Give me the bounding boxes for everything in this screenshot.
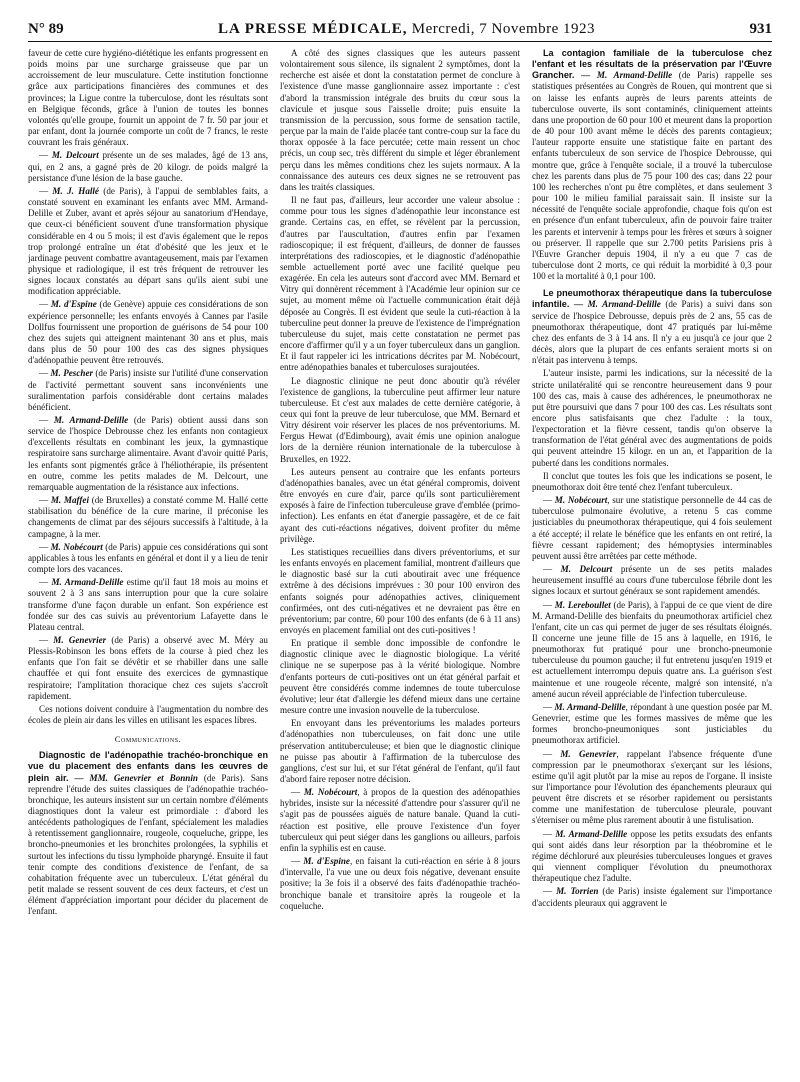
paragraph: — M. Armand-Delille oppose les petits exsudats des enfants qui sont aidés dans leur résorption par la théobromine et le régime déchloruré aux pleurésies tuberculeuses longues et graves qui viennent compliquer l'évolution du pneumothorax thérapeutique chez l'adulte. (532, 828, 772, 884)
speaker-name: M. J. Hallé (52, 185, 99, 196)
article-intro (28, 750, 268, 917)
paragraph-text: , en faisant la cuti-réaction en série à 8 jours d'intervalle, l'a vue une ou deux fois négative, devenant ensuite positive; la 3e fois il a observé des faits d'adénopathie trachéo-bronchique banale et transitoire après la rougeole et la coqueluche. (280, 856, 520, 911)
paragraph-text: (de Paris), à l'appui de semblables faits, a constaté souvent en examinant les enfants avec MM. Armand-Delille et Zuber, avant et après séjour au sanatorium d'Hendaye, que ceux-ci bénéficient souvent d'une transformation physique considérable en 4 ou 5 mois; il est d'avis également que le repos trop prolongé entraîne un état d'obésité que les jeux et le jardinage peuvent combattre avantageusement, mais par l'examen physique et radiologique, il est très fréquent de retrouver les signes locaux constatés au départ sans qu'ils aient subi une modification appréciable. (28, 185, 268, 297)
paragraph: — M. d'Espine (de Genève) appuie ces considérations de son expérience personnelle; les enfants envoyés à Cannes par l'asile Dollfus fournissent une proportion de guérisons de 54 pour 100 chez des sujets qui atteignent maintenant 30 ans et plus, mais dans plus de 50 pour 100 des cas des signes physiques d'adénopathie peuvent être retrouvés. (28, 299, 268, 366)
speaker-name: M. Armand-Delille (53, 415, 129, 425)
paragraph-text: estime qu'il faut 18 mois au moins et souvent 2 à 3 ans sans interruption pour que la cure solaire transforme d'une façon durable un enfant. Son expérience est fondée sur des cas suivis au préventorium Lafayette dans le Plateau central. (28, 577, 268, 632)
speaker-name: M. Delcourt (560, 564, 613, 575)
speaker-name: M. Armand-Delille (555, 828, 628, 839)
speaker-name: M. Torrien (556, 886, 599, 897)
paragraph: faveur de cette cure hygiéno-diététique les enfants progressent en poids moins par une surcharge graisseuse que par un accroissement de leur musculature. Cette institution fonctionne grâce aux participations financières des communes et des provinces; la Ligue contre la tuberculose, dont les résultats sont en Belgique féconds, grâce à l'union de toutes les bonnes volontés qu'elle groupe, fournit un appoint de 7 fr. 50 par jour et par enfant, dont la journée comporte un coût de 7 francs, le reste couvrant les frais généraux. (28, 48, 268, 148)
paragraph-text: présente un de ses petits malades heureusement insufflé au cours d'une tuberculose fébrile dont les signes locaux et surtout généraux se sont rapidement amendés. (532, 564, 772, 597)
speaker-name: M. Maffei (50, 495, 89, 506)
paragraph: — M. Genevrier, rappelant l'absence fréquente d'une compression par le pneumothorax s'exerçant sur les lésions, estime qu'il agit plutôt par la mise au repos de l'organe. Il insiste sur l'importance pour l'évolution des épanchements pleuraux qui peuvent être discrets et se résorber rapidement ou persistants comme une manifestation de tuberculose pleurale, pouvant s'éterniser ou même plus rarement aboutir à une fistulisation. (532, 748, 772, 826)
paragraph: Les auteurs pensent au contraire que les enfants porteurs d'adénopathies banales, avec un état général compromis, doivent être envoyés en cure d'air, parce qu'ils sont particulièrement exposés à faire de l'infection tuberculeuse grave d'emblée (primo-infection). Les enfants en état d'anergie passagère, et de ce fait ayant des cuti-réactions négatives, doivent profiter du même privilège. (280, 466, 520, 544)
paragraph-text: (de Paris) a observé avec M. Méry au Plessis-Robinson les bons effets de la course à pied chez les enfants que l'on fait se dévêtir et se rhabiller dans une salle chauffée et qui font ensuite des exercices de gymnastique respiratoire; l'amplitation thoracique chez ces sujets s'accroît rapidement. (28, 634, 268, 701)
paragraph: En pratique il semble donc impossible de confondre le diagnostic clinique avec le diagnostic biologique. La vérité clinique ne se superpose pas à la vérité biologique. Nombre d'enfants porteurs de cuti-positives ont un état général parfait et peuvent être considérés comme indemnes de toute tuberculose évolutive; leur état d'allergie les défend mieux dans une certaine mesure contre une invasion nouvelle de la tuberculose. (280, 638, 520, 716)
paragraph-text: (de Paris) a suivi dans son service de l'hospice Debrousse, depuis près de 2 ans, 55 cas de pneumothorax thérapeutique, dont 47 pratiqués par lui-même chez des enfants de 3 à 14 ans. Il n'y a eu jusqu'à ce jour que 2 décès, alors que la plupart de ces enfants seraient morts si on n'était pas intervenu à temps. (532, 299, 772, 366)
paragraph: — M. J. Hallé (de Paris), à l'appui de semblables faits, a constaté souvent en examinant les enfants avec MM. Armand-Delille et Zuber, avant et après séjour au sanatorium d'Hendaye, que ceux-ci bénéficient souvent d'une transformation physique considérable en 4 ou 5 mois; il est d'avis également que le repos trop prolongé entraîne un état d'obésité que les jeux et le jardinage peuvent combattre avantageusement, mais par l'examen physique et radiologique, il est très fréquent de retrouver les signes locaux constatés au départ sans qu'ils aient subi une modification appréciable. (28, 185, 268, 297)
paragraph: Ces notions doivent conduire à l'augmentation du nombre des écoles de plein air dans les villes en utilisant les espaces libres. (28, 703, 268, 726)
paragraph-text: (de Paris) appuie ces considérations qui sont applicables à tous les enfants en général et dont il y a lieu de tenir compte lors des vacances. (28, 541, 268, 575)
column-2 (280, 48, 520, 1076)
paragraph: Il ne faut pas, d'ailleurs, leur accorder une valeur absolue : comme pour tous les signes d'adénopathie leur inconstance est grande. Certains cas, en effet, se révèlent par la percussion, d'autres par l'auscultation, d'autres enfin par l'examen radioscopique; il est fréquent, d'ailleurs, de donner de fausses interprétations des radioscopies, et le diagnostic d'adénopathie semble actuellement porté avec une facilité quelque peu exagérée. En cela les auteurs sont d'accord avec MM. Bernard et Vitry qui donnèrent récemment à l'Académie leur opinion sur ce sujet, au moment même où l'actuelle communication était déjà déposée au Congrès. Il est évident que seule la cuti-réaction à la tuberculine peut donner la preuve de l'existence de l'imprégnation tuberculeuse du sujet, mais cette constatation ne permet pas encore d'affirmer qu'il y a un foyer tuberculeux dans un ganglion. Et il faut rappeler ici les intrications décrites par M. Nobécourt, entre adénopathies banales et tuberculoses surajoutées. (280, 195, 520, 373)
journal-title (218, 21, 595, 38)
speaker-name: M. Delcourt (51, 150, 99, 161)
paragraph: Le diagnostic clinique ne peut donc aboutir qu'à révéler l'existence de ganglions, la tuberculine peut affirmer leur nature tuberculeuse. Et c'est aux malades de cette dernière catégorie, à ceux qui font la preuve de leur tuberculose, que MM. Bernard et Vitry désirent voir réserver les places de nos préventoriums. M. Fergus Hewat (d'Edimbourg), avait émis une opinion analogue lors de la dernière réunion internationale de la tuberculose à Bruxelles, en 1922. (280, 375, 520, 464)
speaker-name: — MM. Genevrier et Bonnin (68, 772, 198, 783)
journal-name: LA PRESSE MÉDICALE, (218, 21, 408, 37)
column-3 (532, 48, 772, 1076)
article-intro (532, 288, 772, 366)
speaker-name: M. Genevrier (53, 634, 107, 645)
paragraph-text: , répondant à une question posée par M. Genevrier, estime que les formes massives de même que les formes broncho-pneumoniques sont justiciables du pneumothorax artificiel. (532, 701, 772, 746)
paragraph-text: (de Paris), à l'appui de ce que vient de dire M. Armand-Delille des bienfaits du pneumothorax artificiel chez l'enfant, cite un cas qui permet de juger de ses résultats éloignés. Il concerne une jeune fille de 15 ans à laquelle, en 1916, le pneumothorax fut pratiqué pour une broncho-pneumonie tuberculeuse du poumon gauche; il fut entretenu jusqu'en 1919 et est actuellement interrompu depuis quatre ans. La guérison s'est maintenue et une rougeole récente, malgré son intensité, n'a amené aucun réveil appréciable de l'infection tuberculeuse. (532, 599, 772, 699)
paragraph: — M. Delcourt présente un de ses petits malades heureusement insufflé au cours d'une tuberculose fébrile dont les signes locaux et surtout généraux se sont rapidement amendés. (532, 564, 772, 597)
page-header (28, 12, 772, 42)
paragraph: — M. Lereboullet (de Paris), à l'appui de ce que vient de dire M. Armand-Delille des bienfaits du pneumothorax artificiel chez l'enfant, cite un cas qui permet de juger de ses résultats éloignés. Il concerne une jeune fille de 15 ans à laquelle, en 1916, le pneumothorax fut pratiqué pour une broncho-pneumonie tuberculeuse du poumon gauche; il fut entretenu jusqu'en 1919 et est actuellement interrompu depuis quatre ans. La guérison s'est maintenue et une rougeole récente, malgré son intensité, n'a amené aucun réveil appréciable de l'infection tuberculeuse. (532, 599, 772, 699)
paragraph-text: (de Paris). Sans reprendre l'étude des suites classiques de l'adénopathie trachéo-bronchique, les auteurs insistent sur un certain nombre d'éléments diagnostiques dont la valeur est primordiale : d'abord les antécédents pathologiques de l'enfant, spécialement les maladies à retentissement ganglionnaire, rougeole, coqueluche, grippe, les broncho-pneumonies et les bronchites prolongées, la syphilis et surtout les infections du tissu lymphoïde pharyngé. Ensuite il faut tenir compte des conditions d'existence de l'enfant, de sa cohabitation fréquente avec un tuberculeux. L'état général du petit malade se ressent souvent de ces deux facteurs, et c'est un élément d'appréciation important pour décider du placement de l'enfant. (28, 772, 268, 917)
paragraph: L'auteur insiste, parmi les indications, sur la nécessité de la stricte unilatéralité qui se rencontre heureusement dans 9 pour 100 des cas, mais à cause des adhérences, le pneumothorax ne put être poursuivi que dans 7 pour 100 des cas. Les résultats sont encore plus satisfaisants que chez l'adulte : la toux, l'expectoration et la fièvre cessent, tandis qu'on observe la transformation de l'état général avec des augmentations de poids qui peuvent atteindre 15 kilogr. en un an, et l'apparition de la puberté dans les conditions normales. (532, 368, 772, 468)
paragraph-text: (de Bruxelles) a constaté comme M. Hallé cette stabilisation du bénéfice de la cure marine, il préconise les changements de climat par des séjours successifs à l'altitude, à la campagne, à la mer. (28, 495, 268, 539)
paragraph: — M. Maffei (de Bruxelles) a constaté comme M. Hallé cette stabilisation du bénéfice de la cure marine, il préconise les changements de climat par des séjours successifs à l'altitude, à la campagne, à la mer. (28, 495, 268, 539)
article-heading: Diagnostic de l'adénopathie trachéo-bronchique en vue du placement des enfants dans les œuvres de plein air. (28, 750, 268, 783)
paragraph: — M. Torrien (de Paris) insiste également sur l'importance d'accidents pleuraux qui aggravent le (532, 886, 772, 908)
speaker-name: M. Armand-Delille (554, 701, 626, 712)
speaker-name: M. Nobécourt (303, 787, 358, 798)
paragraph: — M. Armand-Delille (de Paris) obtient aussi dans son service de l'hospice Debrousse chez les enfants non contagieux d'excellents résultats en combinant les jeux, la gymnastique respiratoire sans surcharge alimentaire. Avant d'avoir quitté Paris, les enfants sont pigmentés grâce à l'héliothérapie, ils présentent en outre, comme les petits malades de M. Delcourt, une remarquable augmentation de la résistance aux infections. (28, 415, 268, 492)
speaker-name: M. Nobécourt (554, 495, 608, 506)
column-1 (28, 48, 268, 1076)
paragraph-text: (de Paris) rappelle ses statistiques présentées au Congrès de Rouen, qui montrent que si on laisse les enfants auprès de leurs parents atteints de tuberculose ouverte, ils sont contaminés, cliniquement atteints dans une proportion de 60 pour 100 et meurent dans la proportion de 40 pour 100 avant même le décès des parents contagieux; l'auteur rapporte ensuite une statistique faite en partant des enfants tuberculeux de son service de l'hospice Debrousse, qui montre que, grâce à l'enquête sociale, il a trouvé la tuberculose chez les parents dans plus de 75 pour 100 des cas; dans 22 pour 100 les recherches n'ont pu être complètes, et dans seulement 3 pour 100 le milieu familial paraissait sain. Il insiste sur la nécessité de l'enquête sociale approfondie, chaque fois qu'on est en présence d'un enfant tuberculeux, afin de pouvoir faire traiter les parents et intervenir à temps pour les frères et sœurs à soigner ou préserver. Il rappelle que sur 2.700 petits Parisiens pris à l'Œuvre Grancher depuis 1904, il n'y a eu que 7 cas de tuberculose dont 2 morts, ce qui réduit la morbidité à 0,3 pour 100 et la mortalité à 0,1 pour 100. (532, 70, 772, 282)
page-number: 931 (749, 21, 772, 37)
paragraph: En envoyant dans les préventoriums les malades porteurs d'adénopathies non tuberculeuses, on fait donc une utile préservation antituberculeuse; et bien que le diagnostic clinique ne puisse pas aboutir à l'affirmation de la tuberculose des ganglions, c'est sur lui, et sur l'état général de l'enfant, qu'il faut d'abord faire reposer notre décision. (280, 718, 520, 784)
speaker-name: M. d'Espine (303, 856, 350, 867)
speaker-name: M. Genevrier (560, 748, 617, 759)
section-label: Communications. (114, 734, 182, 745)
paragraph: — M. Genevrier (de Paris) a observé avec M. Méry au Plessis-Robinson les bons effets de la course à pied chez les enfants que l'on fait se dévêtir et se rhabiller dans une salle chauffée et qui font ensuite des exercices de gymnastique respiratoire; l'amplitation thoracique chez ces sujets s'accroît rapidement. (28, 634, 268, 701)
paragraph-text: oppose les petits exsudats des enfants qui sont aidés dans leur résorption par la théobromine et le régime déchloruré aux pleurésies tuberculeuses longues et graves qui viennent compliquer l'évolution du pneumothorax thérapeutique chez l'adulte. (532, 828, 772, 884)
article-heading: Le pneumothorax thérapeutique dans la tuberculose infantile. (532, 288, 772, 310)
paragraph: Il conclut que toutes les fois que les indications se posent, le pneumothorax doit être tenté chez l'enfant tuberculeux. (532, 470, 772, 492)
paragraph: — M. Nobécourt, à propos de la question des adénopathies hybrides, insiste sur la nécessité d'attendre pour s'assurer qu'il ne s'agit pas de poussées aiguës de nature banale. Quand la cuti-réaction est positive, elle prouve l'existence d'un foyer tuberculeux qui peut siéger dans les ganglions ou ailleurs, parfois enfin la syphilis est en cause. (280, 787, 520, 853)
paragraph-text: présente un de ses malades, âgé de 13 ans, qui, en 2 ans, a gagné près de 20 kilogr. de poids malgré la persistance d'une lésion de la base gauche. (28, 150, 268, 183)
paragraph-text: , sur une statistique personnelle de 44 cas de tuberculose pulmonaire évolutive, a retenu 5 cas comme justiciables du pneumothorax thérapeutique, qui 4 fois seulement a été accepté; il relate le bénéfice que les enfants en ont retiré, la fièvre cessant rapidement; des hémoptysies interminables peuvent aussi être arrêtées par cette méthode. (532, 495, 772, 561)
article-heading: La contagion familiale de la tuberculose chez l'enfant et les résultats de la préservation par l'Œuvre Grancher. (532, 48, 772, 81)
paragraph-text: , rappelant l'absence fréquente d'une compression par le pneumothorax s'exerçant sur les lésions, estime qu'il agit plutôt par la mise au repos de l'organe. Il insiste sur l'importance pour l'évolution des épanchements pleuraux qui peuvent être discrets et se résorber rapidement ou persistants comme une manifestation de tuberculose pleurale, pouvant s'éterniser ou même plus rarement aboutir à une fistulisation. (532, 748, 772, 826)
paragraph-text: (de Paris) insiste sur l'utilité d'une conservation de l'activité permettant souvent sans inconvénients une suralimentation parfois considérable dont certains malades bénéficient. (28, 368, 268, 412)
speaker-name: — M. Armand-Delille (569, 299, 661, 310)
paragraph-text: , à propos de la question des adénopathies hybrides, insiste sur la nécessité d'attendre pour s'assurer qu'il ne s'agit pas de poussées aiguës de nature banale. Quand la cuti-réaction est positive, elle prouve l'existence d'un foyer tuberculeux qui peut siéger dans les ganglions ou ailleurs, parfois enfin la syphilis est en cause. (280, 787, 520, 853)
paragraph-text: (de Genève) appuie ces considérations de son expérience personnelle; les enfants envoyés à Cannes par l'asile Dollfus fournissent une proportion de guérisons de 54 pour 100 chez des sujets qui atteignent maintenant 30 ans et plus, mais dans plus de 50 pour 100 des cas des signes physiques d'adénopathie peuvent être retrouvés. (28, 299, 268, 366)
issue-date: Mercredi, 7 Novembre 1923 (411, 21, 596, 37)
paragraph: Les statistiques recueillies dans divers préventoriums, et sur les enfants envoyés en placement familial, montrent d'ailleurs que le diagnostic basé sur la cuti aboutirait avec une fréquence extrême à des décisions imprévues : 30 pour 100 environ des enfants soignés pour adénopathies actives, cliniquement confirmées, ont des cuti-négatives et ne devraient pas être en préventorium; par contre, 60 pour 100 des enfants (de 6 à 11 ans) envoyés en placement familial ont des cuti-positives ! (280, 546, 520, 635)
speaker-name: — M. Armand-Delille (574, 70, 673, 81)
paragraph: A côté des signes classiques que les auteurs passent volontairement sous silence, ils signalent 2 symptômes, dont la recherche est aisée et dont la constatation permet de conclure à l'existence d'une masse ganglionnaire assez importante : c'est d'abord la transmission intégrale des bruits du cœur sous la clavicule et jusque sous l'aisselle droite; puis ensuite la transmission de la percussion, sous forme de sensation tactile, perçue par la main de l'aide placée tant contre-coup sur la face du thorax opposée à la face percutée; cette main ressent un choc précis, un coup sec, très différent du simple et léger ébranlement perçu dans les mêmes conditions chez les sujets normaux. A la connaissance des auteurs ces deux signes ne se retrouvent pas dans les traités classiques. (280, 48, 520, 192)
paragraph-text: (de Paris) obtient aussi dans son service de l'hospice Debrousse chez les enfants non contagieux d'excellents résultats en combinant les jeux, la gymnastique respiratoire sans surcharge alimentaire. Avant d'avoir quitté Paris, les enfants sont pigmentés grâce à l'héliothérapie, ils présentent en outre, comme les petits malades de M. Delcourt, une remarquable augmentation de la résistance aux infections. (28, 415, 268, 492)
speaker-name: M. Pescher (50, 368, 94, 379)
speaker-name: M. Armand-Delille (51, 577, 124, 588)
speaker-name: M. Nobécourt (50, 541, 103, 552)
issue-number: N° 89 (28, 21, 64, 37)
paragraph: — M. Armand-Delille estime qu'il faut 18 mois au moins et souvent 2 à 3 ans sans interruption pour que la cure solaire transforme d'une façon durable un enfant. Son expérience est fondée sur des cas suivis au préventorium Lafayette dans le Plateau central. (28, 577, 268, 632)
speaker-name: M. Lereboullet (554, 599, 611, 610)
paragraph: — M. Pescher (de Paris) insiste sur l'utilité d'une conservation de l'activité permettant souvent sans inconvénients une suralimentation parfois considérable dont certains malades bénéficient. (28, 368, 268, 412)
paragraph: — M. Delcourt présente un de ses malades, âgé de 13 ans, qui, en 2 ans, a gagné près de 20 kilogr. de poids malgré la persistance d'une lésion de la base gauche. (28, 150, 268, 183)
article-intro (532, 48, 772, 282)
paragraph: — M. d'Espine, en faisant la cuti-réaction en série à 8 jours d'intervalle, l'a vue une ou deux fois négative, devenant ensuite positive; la 3e fois il a observé des faits d'adénopathie trachéo-bronchique banale et transitoire après la rougeole et la coqueluche. (280, 856, 520, 911)
paragraph-text: (de Paris) insiste également sur l'importance d'accidents pleuraux qui aggravent le (532, 886, 772, 908)
paragraph: — M. Armand-Delille, répondant à une question posée par M. Genevrier, estime que les formes massives de même que les formes broncho-pneumoniques sont justiciables du pneumothorax artificiel. (532, 701, 772, 746)
speaker-name: M. d'Espine (50, 299, 97, 310)
article-columns (28, 48, 772, 1076)
paragraph: — M. Nobécourt (de Paris) appuie ces considérations qui sont applicables à tous les enfants en général et dont il y a lieu de tenir compte lors des vacances. (28, 541, 268, 575)
paragraph: — M. Nobécourt, sur une statistique personnelle de 44 cas de tuberculose pulmonaire évolutive, a retenu 5 cas comme justiciables du pneumothorax thérapeutique, qui 4 fois seulement a été accepté; il relate le bénéfice que les enfants en ont retiré, la fièvre cessant rapidement; des hémoptysies interminables peuvent aussi être arrêtées par cette méthode. (532, 495, 772, 561)
